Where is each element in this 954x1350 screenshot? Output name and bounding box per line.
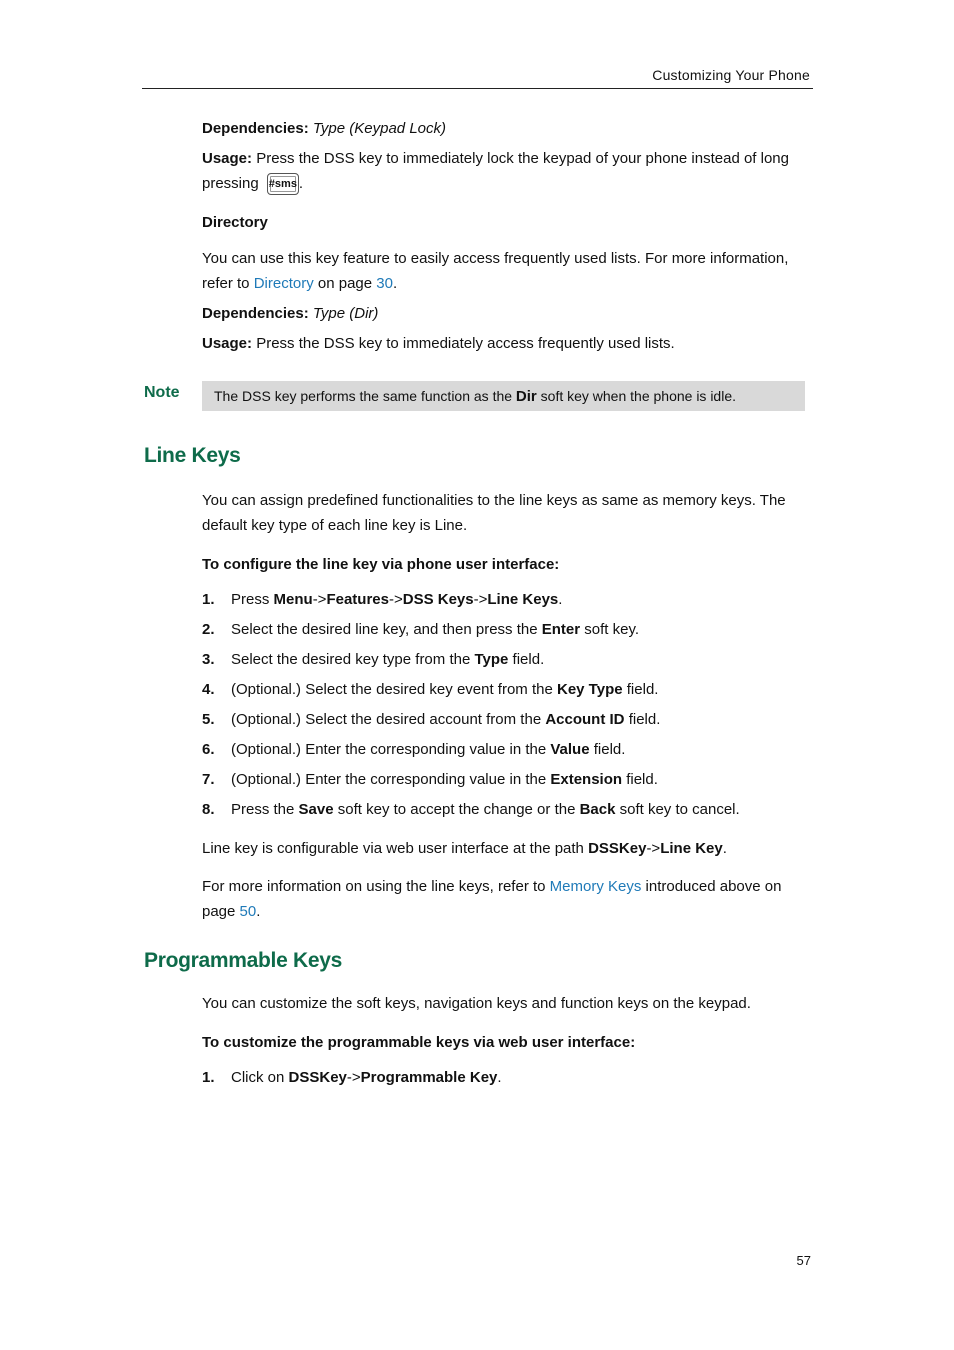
account-id-field-label: Account ID bbox=[545, 711, 625, 728]
step-number: 7. bbox=[202, 771, 215, 788]
save-key-label: Save bbox=[298, 801, 334, 818]
step-text: Press bbox=[231, 591, 270, 608]
path-separator: -> bbox=[312, 591, 327, 608]
header-rule bbox=[142, 88, 813, 89]
line-keys-step-4 bbox=[202, 679, 814, 701]
step-text: field. bbox=[626, 771, 658, 788]
step-text: Press the bbox=[231, 801, 295, 818]
step-text: field. bbox=[593, 741, 626, 758]
programmable-keys-intro: You can customize the soft keys, navigation keys and function keys on the keypad. bbox=[202, 995, 751, 1012]
line-keys-step-1 bbox=[202, 589, 814, 611]
web-path-end: . bbox=[722, 840, 727, 857]
back-key-label: Back bbox=[579, 801, 616, 818]
usage-text: Press the DSS key to immediately lock the keypad of your phone instead of long pressing bbox=[202, 150, 789, 192]
line-keys-step-7 bbox=[202, 769, 814, 791]
dependencies-value: Type (Keypad Lock) bbox=[312, 120, 446, 137]
dependencies-label: Dependencies: bbox=[202, 120, 309, 137]
running-header: Customizing Your Phone bbox=[652, 67, 810, 83]
keypad-lock-usage bbox=[202, 146, 814, 196]
line-keys-step-5 bbox=[202, 709, 814, 731]
programmable-keys-heading: Programmable Keys bbox=[144, 949, 342, 972]
directory-title: Directory bbox=[202, 214, 268, 231]
step-number: 4. bbox=[202, 681, 215, 698]
menu-path-dss-keys: DSS Keys bbox=[402, 591, 474, 608]
usage-text: Press the DSS key to immediately access frequently used lists. bbox=[256, 335, 675, 352]
directory-desc-2: on page bbox=[317, 275, 373, 292]
step-text: (Optional.) Select the desired account from the bbox=[231, 711, 542, 728]
step-number: 6. bbox=[202, 741, 215, 758]
web-path-dsskey: DSSKey bbox=[288, 1069, 347, 1086]
step-number: 8. bbox=[202, 801, 215, 818]
menu-path-line-keys: Line Keys bbox=[487, 591, 559, 608]
keypad-lock-dependencies bbox=[202, 116, 814, 141]
note-label: Note bbox=[144, 384, 180, 401]
step-number: 1. bbox=[202, 591, 215, 608]
more-info-text: For more information on using the line keys, refer to bbox=[202, 878, 546, 895]
line-keys-heading: Line Keys bbox=[144, 444, 241, 467]
usage-period: . bbox=[298, 175, 304, 192]
enter-key-label: Enter bbox=[541, 621, 581, 638]
note-text-1: The DSS key performs the same function as the bbox=[214, 388, 513, 404]
step-number: 1. bbox=[202, 1069, 215, 1086]
step-text: field. bbox=[512, 651, 545, 668]
line-keys-step-8 bbox=[202, 799, 814, 821]
step-text: Click on bbox=[231, 1069, 285, 1086]
web-path-dsskey: DSSKey bbox=[588, 840, 647, 857]
more-info-text: introduced above on page bbox=[202, 878, 782, 920]
note-box bbox=[202, 381, 805, 411]
line-keys-web-path bbox=[202, 836, 814, 861]
step-text: (Optional.) Enter the corresponding value in the bbox=[231, 741, 547, 758]
more-info-end: . bbox=[256, 903, 261, 920]
web-path-line-key: Line Key bbox=[660, 840, 723, 857]
line-keys-intro: You can assign predefined functionalities to the line keys as same as memory keys. The default key type of each line key is Line. bbox=[202, 492, 786, 534]
programmable-keys-procedure-title: To customize the programmable keys via web user interface: bbox=[202, 1034, 636, 1051]
line-keys-step-6 bbox=[202, 739, 814, 761]
type-field-label: Type bbox=[474, 651, 509, 668]
directory-dependencies bbox=[202, 301, 814, 326]
web-path-programmable-key: Programmable Key bbox=[360, 1069, 498, 1086]
directory-link[interactable]: Directory bbox=[253, 275, 314, 292]
step-text: (Optional.) Enter the corresponding value in the bbox=[231, 771, 547, 788]
hash-key-icon: #sms bbox=[267, 173, 299, 195]
path-separator: -> bbox=[388, 591, 403, 608]
step-text: soft key to cancel. bbox=[619, 801, 740, 818]
dependencies-label: Dependencies: bbox=[202, 305, 309, 322]
step-text: Select the desired line key, and then press the bbox=[231, 621, 538, 638]
web-path-text: Line key is configurable via web user interface at the path bbox=[202, 840, 584, 857]
line-keys-step-2 bbox=[202, 619, 814, 641]
path-separator: -> bbox=[473, 591, 488, 608]
step-number: 2. bbox=[202, 621, 215, 638]
path-separator: -> bbox=[646, 840, 661, 857]
step-text: (Optional.) Select the desired key event from the bbox=[231, 681, 553, 698]
line-keys-step-3 bbox=[202, 649, 814, 671]
line-keys-procedure-title: To configure the line key via phone user interface: bbox=[202, 556, 560, 573]
menu-path-menu: Menu bbox=[273, 591, 313, 608]
memory-keys-link[interactable]: Memory Keys bbox=[549, 878, 642, 895]
directory-description bbox=[202, 246, 814, 296]
step-text: field. bbox=[628, 711, 661, 728]
memory-keys-page-link[interactable]: 50 bbox=[239, 903, 257, 920]
step-number: 3. bbox=[202, 651, 215, 668]
directory-usage bbox=[202, 331, 814, 356]
usage-label: Usage: bbox=[202, 335, 253, 352]
step-end: . bbox=[558, 591, 563, 608]
step-end: . bbox=[497, 1069, 502, 1086]
line-keys-more-info bbox=[202, 874, 814, 924]
dependencies-value: Type (Dir) bbox=[312, 305, 379, 322]
note-key: Dir bbox=[515, 388, 537, 405]
value-field-label: Value bbox=[550, 741, 590, 758]
directory-desc-1: You can use this key feature to easily access frequently used lists. For more information, refer to bbox=[202, 250, 789, 292]
step-number: 5. bbox=[202, 711, 215, 728]
note-text-2: soft key when the phone is idle. bbox=[540, 388, 736, 404]
usage-label: Usage: bbox=[202, 150, 253, 167]
programmable-keys-step-1 bbox=[202, 1067, 814, 1089]
path-separator: -> bbox=[346, 1069, 361, 1086]
step-text: soft key. bbox=[584, 621, 640, 638]
directory-page-link[interactable]: 30 bbox=[376, 275, 393, 292]
step-text: Select the desired key type from the bbox=[231, 651, 471, 668]
directory-period: . bbox=[392, 275, 398, 292]
menu-path-features: Features bbox=[326, 591, 389, 608]
extension-field-label: Extension bbox=[550, 771, 623, 788]
page-number: 57 bbox=[796, 1253, 811, 1268]
step-text: soft key to accept the change or the bbox=[337, 801, 576, 818]
key-type-field-label: Key Type bbox=[557, 681, 623, 698]
step-text: field. bbox=[626, 681, 659, 698]
